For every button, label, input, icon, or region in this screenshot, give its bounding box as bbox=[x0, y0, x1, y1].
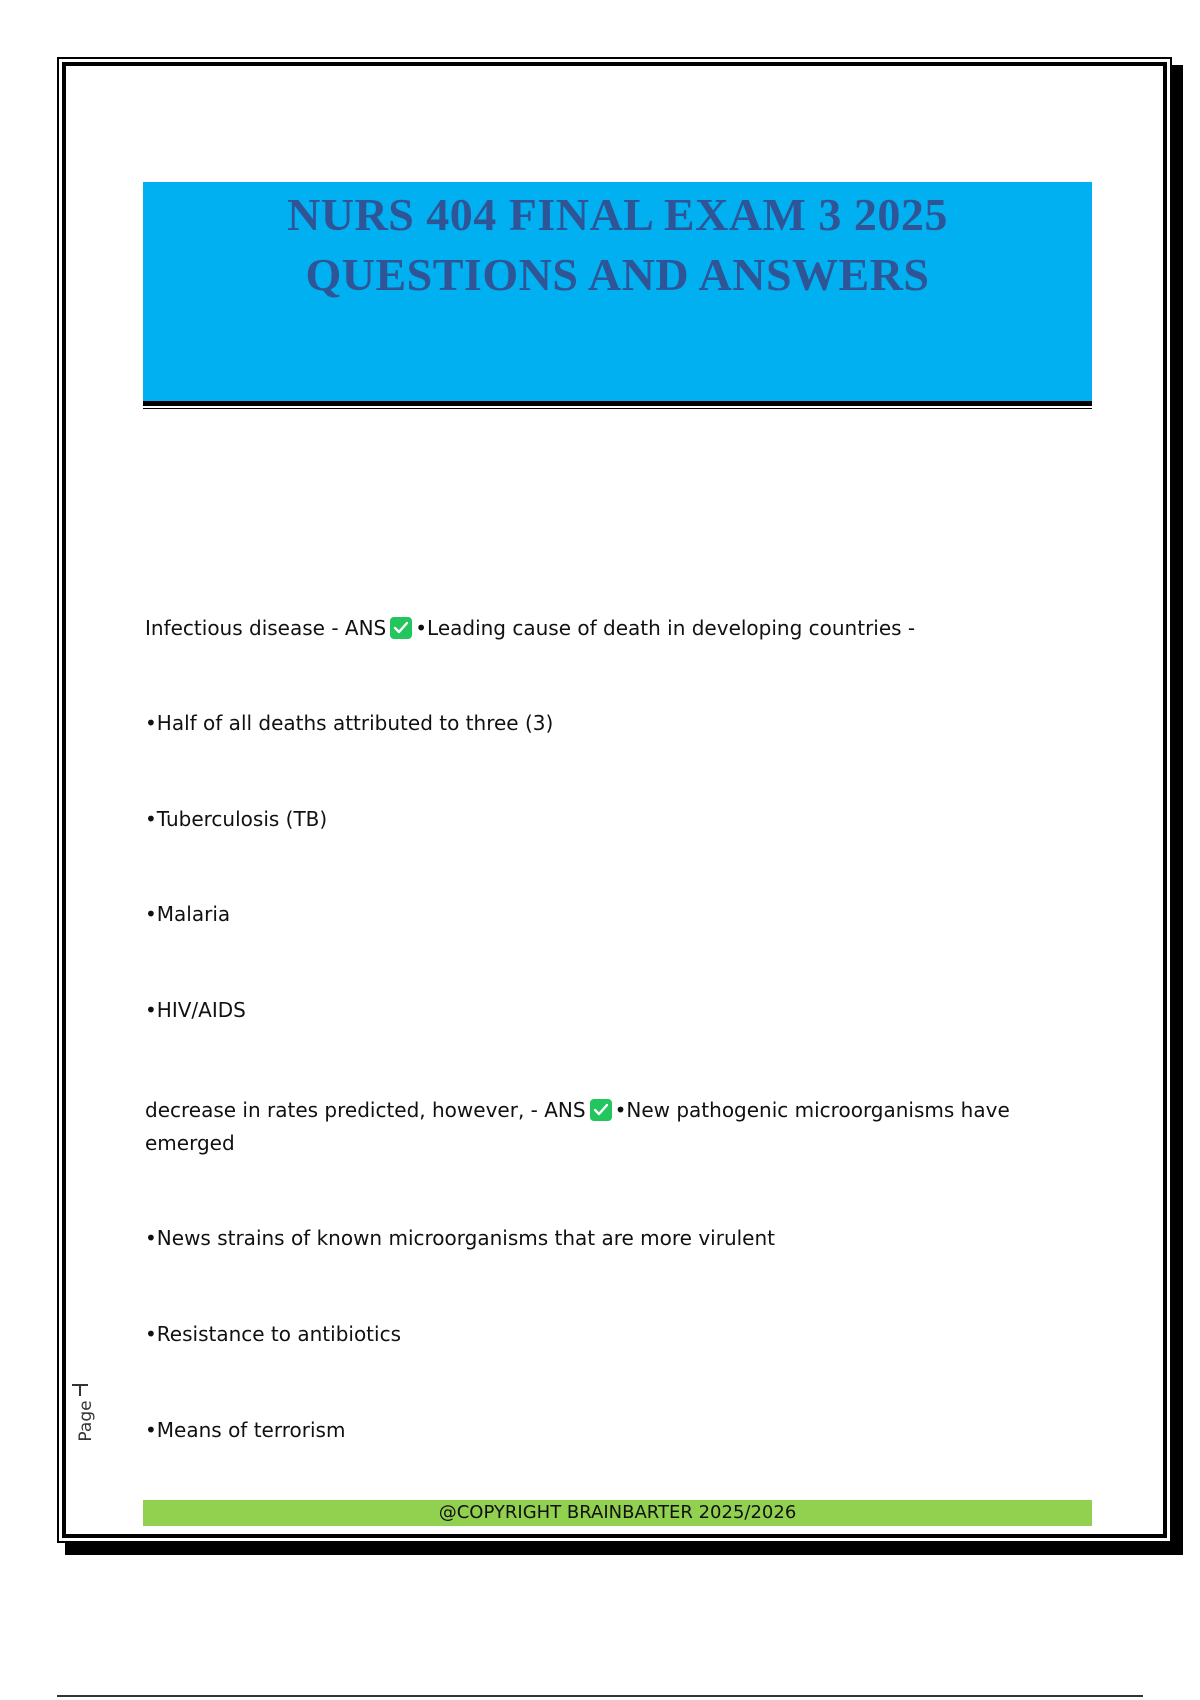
page-label bbox=[62, 1385, 102, 1445]
qa-entry-1 bbox=[145, 612, 1045, 645]
title-underline-thick bbox=[143, 401, 1092, 406]
bullet-item: •Resistance to antibiotics bbox=[145, 1322, 401, 1346]
bullet-item: •Half of all deaths attributed to three (3) bbox=[145, 711, 554, 735]
copyright-footer bbox=[143, 1500, 1092, 1526]
document-title-line-2: QUESTIONS AND ANSWERS bbox=[305, 249, 930, 300]
bullet-item: •Malaria bbox=[145, 902, 231, 926]
title-banner bbox=[143, 182, 1092, 402]
bullet-item: •HIV/AIDS bbox=[145, 998, 246, 1022]
checkmark-icon bbox=[590, 1099, 612, 1121]
copyright-text: @COPYRIGHT BRAINBARTER 2025/2026 bbox=[438, 1502, 797, 1523]
bullet-item: •Tuberculosis (TB) bbox=[145, 807, 328, 831]
checkmark-icon bbox=[390, 617, 412, 639]
title-underline-thin bbox=[143, 408, 1092, 409]
document-title-line-1: NURS 404 FINAL EXAM 3 2025 bbox=[287, 189, 948, 240]
bullet-item: •News strains of known microorganisms that are more virulent bbox=[145, 1226, 775, 1250]
answer-text: •Leading cause of death in developing countries - bbox=[415, 616, 916, 640]
qa-entry-2 bbox=[145, 1094, 1025, 1160]
question-text: Infectious disease - ANS bbox=[145, 616, 387, 640]
page-bottom-rule bbox=[57, 1695, 1143, 1697]
question-text: decrease in rates predicted, however, - ANS bbox=[145, 1098, 586, 1122]
page-label-text: Page bbox=[76, 1400, 96, 1442]
bullet-item: •Means of terrorism bbox=[145, 1418, 346, 1442]
answer-text: •New pathogenic microorganisms have emerged bbox=[145, 1098, 1010, 1155]
